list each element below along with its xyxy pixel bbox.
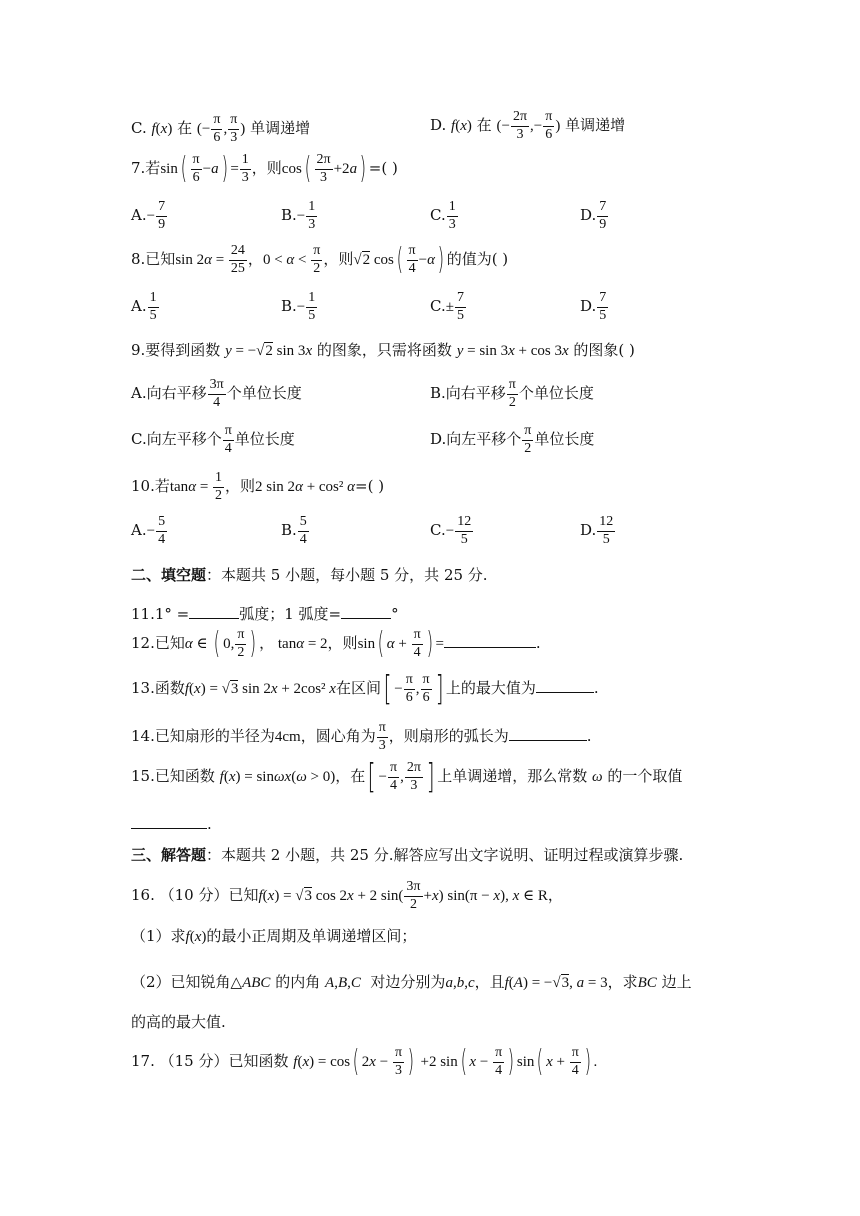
section-2-heading: 二、填空题：本题共 5 小题，每小题 5 分，共 25 分. — [131, 566, 488, 584]
q10-option-a: A.− $\frac{5}{4}$ — [131, 514, 166, 547]
q6-option-c: C. f(x) 在 (− $\frac{\pi}{6}$ , $\frac{\pi}{3}$ ) 单调递增 — [131, 112, 311, 145]
q8-option-b: B.− $\frac{1}{5}$ — [281, 290, 316, 323]
q16-part-2-cont: 的高的最大值. — [131, 1013, 226, 1031]
q8-option-c: C.± $\frac{7}{5}$ — [430, 290, 464, 323]
question-14: 14.已知扇形的半径为4cm，圆心角为 $\frac{\pi}{3}$ ，则扇形的弧长为 . — [131, 720, 592, 753]
q7-option-c: C. $\frac{1}{3}$ — [430, 199, 456, 232]
q6-option-d: D. f(x) 在 (− $\frac{2\pi}{3}$ ,− $\frac{\pi}{6}$ ) 单调递增 — [430, 109, 626, 142]
question-11: 11.1° = 弧度；1 弧度= ° — [131, 605, 399, 623]
question-16: 16. （10 分）已知f(x) = √3 cos 2x + 2 sin( $\frac{3\pi}{2}$ +x) sin(π − x), x ∈ R， — [131, 879, 563, 912]
q7-option-a: A.− $\frac{7}{9}$ — [131, 199, 166, 232]
q16-part-1: （1）求f(x)的最小正周期及单调递增区间； — [131, 927, 417, 945]
q9-option-b: B.向右平移 $\frac{\pi}{2}$ 个单位长度 — [430, 377, 594, 410]
question-7: 7.若sin( $\frac{\pi}{6}$ −a) = $\frac{1}{3}$ ，则cos( $\frac{2\pi}{3}$ +2a) =( ) — [131, 151, 398, 187]
section-3-heading: 三、解答题：本题共 2 小题，共 25 分.解答应写出文字说明、证明过程或演算步骤. — [131, 846, 684, 864]
q9-option-c: C.向左平移个 $\frac{\pi}{4}$ 单位长度 — [131, 423, 295, 456]
question-12: 12.已知α ∈ ( 0, $\frac{\pi}{2}$ ) ， tanα = 2，则sin( α + $\frac{\pi}{4}$ ) = . — [131, 626, 541, 662]
q10-option-b: B. $\frac{5}{4}$ — [281, 514, 307, 547]
question-8: 8.已知sin 2α = $\frac{24}{25}$ ，0 < α < $\frac{\pi}{2}$ ，则√2 cos( $\frac{\pi}{4}$ −α) 的值为( ) — [131, 242, 509, 278]
q8-option-a: A. $\frac{1}{5}$ — [131, 290, 157, 323]
q16-part-2: （2）已知锐角△ABC 的内角 A,B,C 对边分别为a,b,c，且f(A) = −√3, a = 3，求BC 边上 — [131, 973, 692, 991]
q7-option-b: B.− $\frac{1}{3}$ — [281, 199, 316, 232]
question-13: 13.函数f(x) = √3 sin 2x + 2cos² x在区间[ − $\frac{\pi}{6}$ , $\frac{\pi}{6}$ ] 上的最大值为 . — [131, 669, 599, 709]
q7-option-d: D. $\frac{7}{9}$ — [580, 199, 607, 232]
q15-answer-blank: . — [131, 815, 212, 833]
question-15: 15.已知函数 f(x) = sinωx(ω > 0)，在[ − $\frac{\pi}{4}$ , $\frac{2\pi}{3}$ ] 上单调递增，那么常数 ω 的一个取值 — [131, 757, 683, 797]
question-10: 10.若tanα = $\frac{1}{2}$ ，则2 sin 2α + cos² α=( ) — [131, 470, 385, 503]
q8-option-d: D. $\frac{7}{5}$ — [580, 290, 607, 323]
q10-option-d: D. $\frac{12}{5}$ — [580, 514, 614, 547]
q10-option-c: C.− $\frac{12}{5}$ — [430, 514, 472, 547]
question-9: 9.要得到函数 y = −√2 sin 3x 的图象，只需将函数 y = sin 3x + cos 3x 的图象( ) — [131, 341, 635, 359]
q9-option-d: D.向左平移个 $\frac{\pi}{2}$ 单位长度 — [430, 423, 595, 456]
q9-option-a: A.向右平移 $\frac{3\pi}{4}$ 个单位长度 — [131, 377, 302, 410]
question-17: 17. （15 分）已知函数 f(x) = cos( 2x − $\frac{\pi}{3}$ ) +2 sin( x − $\frac{\pi}{4}$ ) sin( x + $\frac{\pi}{4}$ ) . — [131, 1044, 598, 1080]
